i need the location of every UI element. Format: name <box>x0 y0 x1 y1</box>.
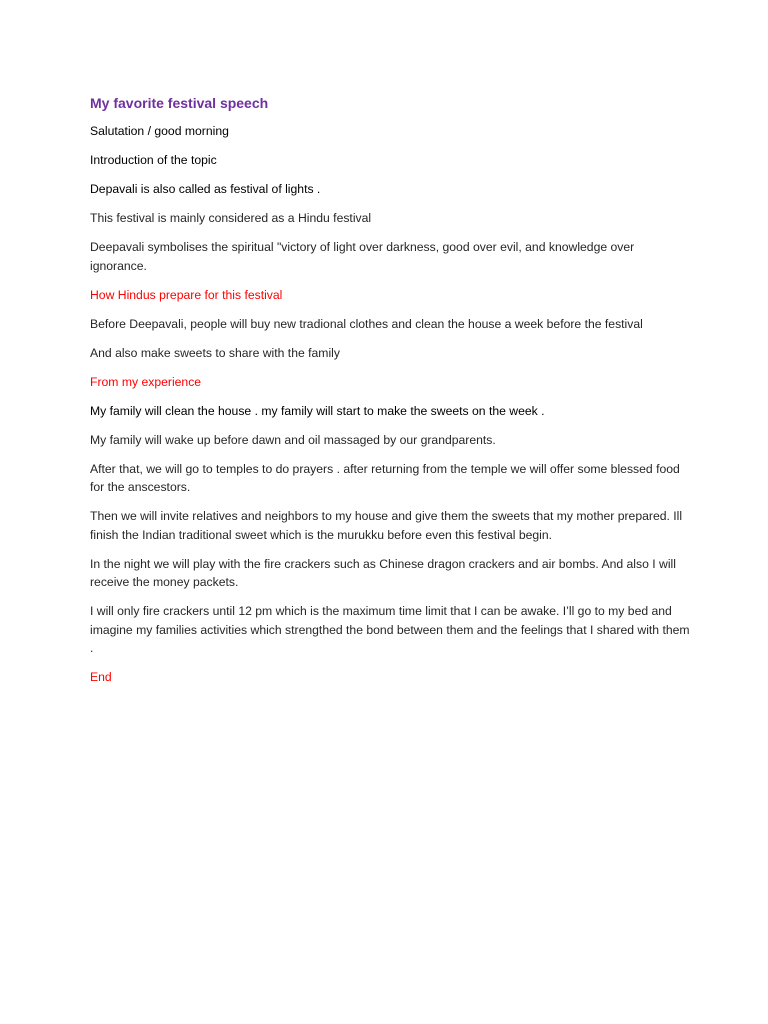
paragraph-symbolism: Deepavali symbolises the spiritual "victory of light over darkness, good over evil, and knowledge over ignorance. <box>90 240 635 273</box>
paragraph-sweets: And also make sweets to share with the family <box>90 345 340 360</box>
paragraph-clothes-cleaning: Before Deepavali, people will buy new tradional clothes and clean the house a week before the festival <box>90 316 643 331</box>
paragraph-salutation: Salutation / good morning <box>90 124 229 138</box>
paragraph-relatives: Then we will invite relatives and neighbors to my house and give them the sweets that my mother prepared. Ill finish the Indian traditional sweet which is the murukku before even this festival begin. <box>90 509 683 542</box>
section-heading-preparation: How Hindus prepare for this festival <box>90 287 283 302</box>
paragraph-festival-of-lights: Depavali is also called as festival of lights . <box>90 182 321 196</box>
paragraph-bedtime: I will only fire crackers until 12 pm which is the maximum time limit that I can be awake. I’ll go to my bed and imagine my families activities which strengthed the bond between them and the feelings that I shared with them . <box>90 604 690 655</box>
document-body <box>90 94 690 697</box>
paragraph-introduction: Introduction of the topic <box>90 153 217 167</box>
section-heading-experience: From my experience <box>90 374 202 389</box>
paragraph-hindu-festival: This festival is mainly considered as a Hindu festival <box>90 211 372 225</box>
section-heading-end: End <box>90 670 112 684</box>
paragraph-wake-up: My family will wake up before dawn and oil massaged by our grandparents. <box>90 432 496 447</box>
page-title: My favorite festival speech <box>90 95 269 111</box>
paragraph-family-clean: My family will clean the house . my family will start to make the sweets on the week . <box>90 403 545 418</box>
paragraph-temples: After that, we will go to temples to do prayers . after returning from the temple we will offer some blessed food for the anscestors. <box>90 461 680 494</box>
paragraph-fire-crackers: In the night we will play with the fire crackers such as Chinese dragon crackers and air bombs. And also I will receive the money packets. <box>90 556 676 589</box>
